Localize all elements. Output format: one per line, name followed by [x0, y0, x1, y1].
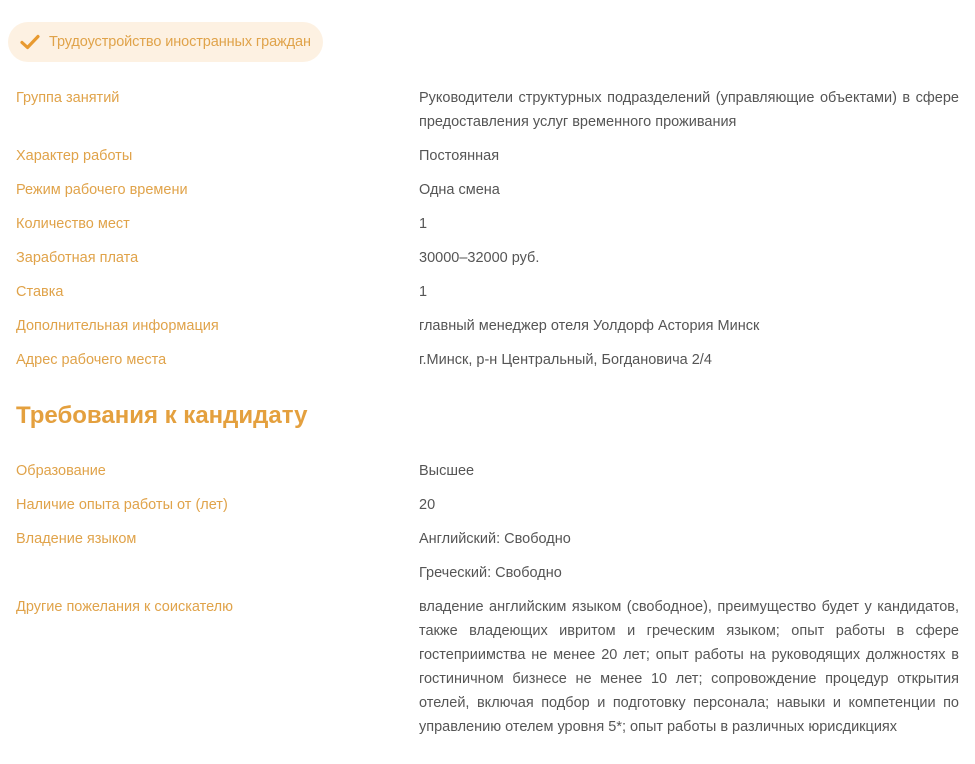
requirement-label: Образование: [16, 463, 106, 479]
detail-label: Группа занятий: [16, 90, 120, 106]
category-badge: [8, 22, 323, 62]
detail-row-occupation-group: [16, 86, 959, 134]
detail-row-address: [16, 348, 959, 372]
detail-label: Характер работы: [16, 148, 133, 164]
detail-label: Адрес рабочего места: [16, 352, 167, 368]
detail-label: Ставка: [16, 284, 64, 300]
detail-label: Режим рабочего времени: [16, 182, 188, 198]
requirements-details: [16, 459, 959, 739]
requirement-row-other-wishes: [16, 595, 959, 739]
detail-value: г.Минск, р-н Центральный, Богдановича 2/4: [419, 352, 712, 368]
requirements-heading: Требования к кандидату: [16, 402, 308, 429]
detail-label: Дополнительная информация: [16, 318, 219, 334]
job-details: [16, 86, 959, 372]
language-english: Английский: Свободно: [419, 531, 571, 547]
detail-value: главный менеджер отеля Уолдорф Астория Минск: [419, 318, 760, 334]
language-greek: Греческий: Свободно: [419, 565, 562, 581]
detail-value: 1: [419, 284, 428, 300]
detail-row-additional-info: [16, 314, 959, 338]
detail-value: 1: [419, 216, 428, 232]
requirement-value: владение английским языком (свободное), преимущество будет у кандидатов, также владеющих ивритом и греческим языком; опыт работы в сфере гостеприимства не менее 20 лет; опыт работы на руководящих должностях в гостиничном бизнесе не менее 10 лет; сопровождение процедур открытия отелей, включая подбор и подготовку персонала; навыки и компетенции по управлению отелем уровня 5*; опыт работы в различных юрисдикциях: [419, 599, 959, 735]
requirement-row-languages: [16, 527, 959, 585]
detail-label: Количество мест: [16, 216, 130, 232]
detail-row-salary: [16, 246, 959, 270]
requirement-row-education: [16, 459, 959, 483]
detail-row-rate: [16, 280, 959, 304]
requirement-value-list: [419, 527, 959, 585]
requirement-row-experience: [16, 493, 959, 517]
requirement-label: Другие пожелания к соискателю: [16, 599, 234, 615]
detail-row-vacancies: [16, 212, 959, 236]
detail-row-work-type: [16, 144, 959, 168]
requirement-value: 20: [419, 497, 436, 513]
detail-value: Постоянная: [419, 148, 500, 164]
detail-value: Руководители структурных подразделений (управляющие объектами) в сфере предоставления услуг временного проживания: [419, 90, 959, 130]
detail-label: Заработная плата: [16, 250, 139, 266]
requirement-value: Высшее: [419, 463, 475, 479]
detail-value: 30000–32000 руб.: [419, 250, 540, 266]
requirement-label: Наличие опыта работы от (лет): [16, 497, 228, 513]
badge-label: Трудоустройство иностранных граждан: [49, 34, 311, 50]
requirement-label: Владение языком: [16, 531, 137, 547]
detail-row-schedule: [16, 178, 959, 202]
checkmark-icon: [20, 34, 40, 50]
detail-value: Одна смена: [419, 182, 500, 198]
